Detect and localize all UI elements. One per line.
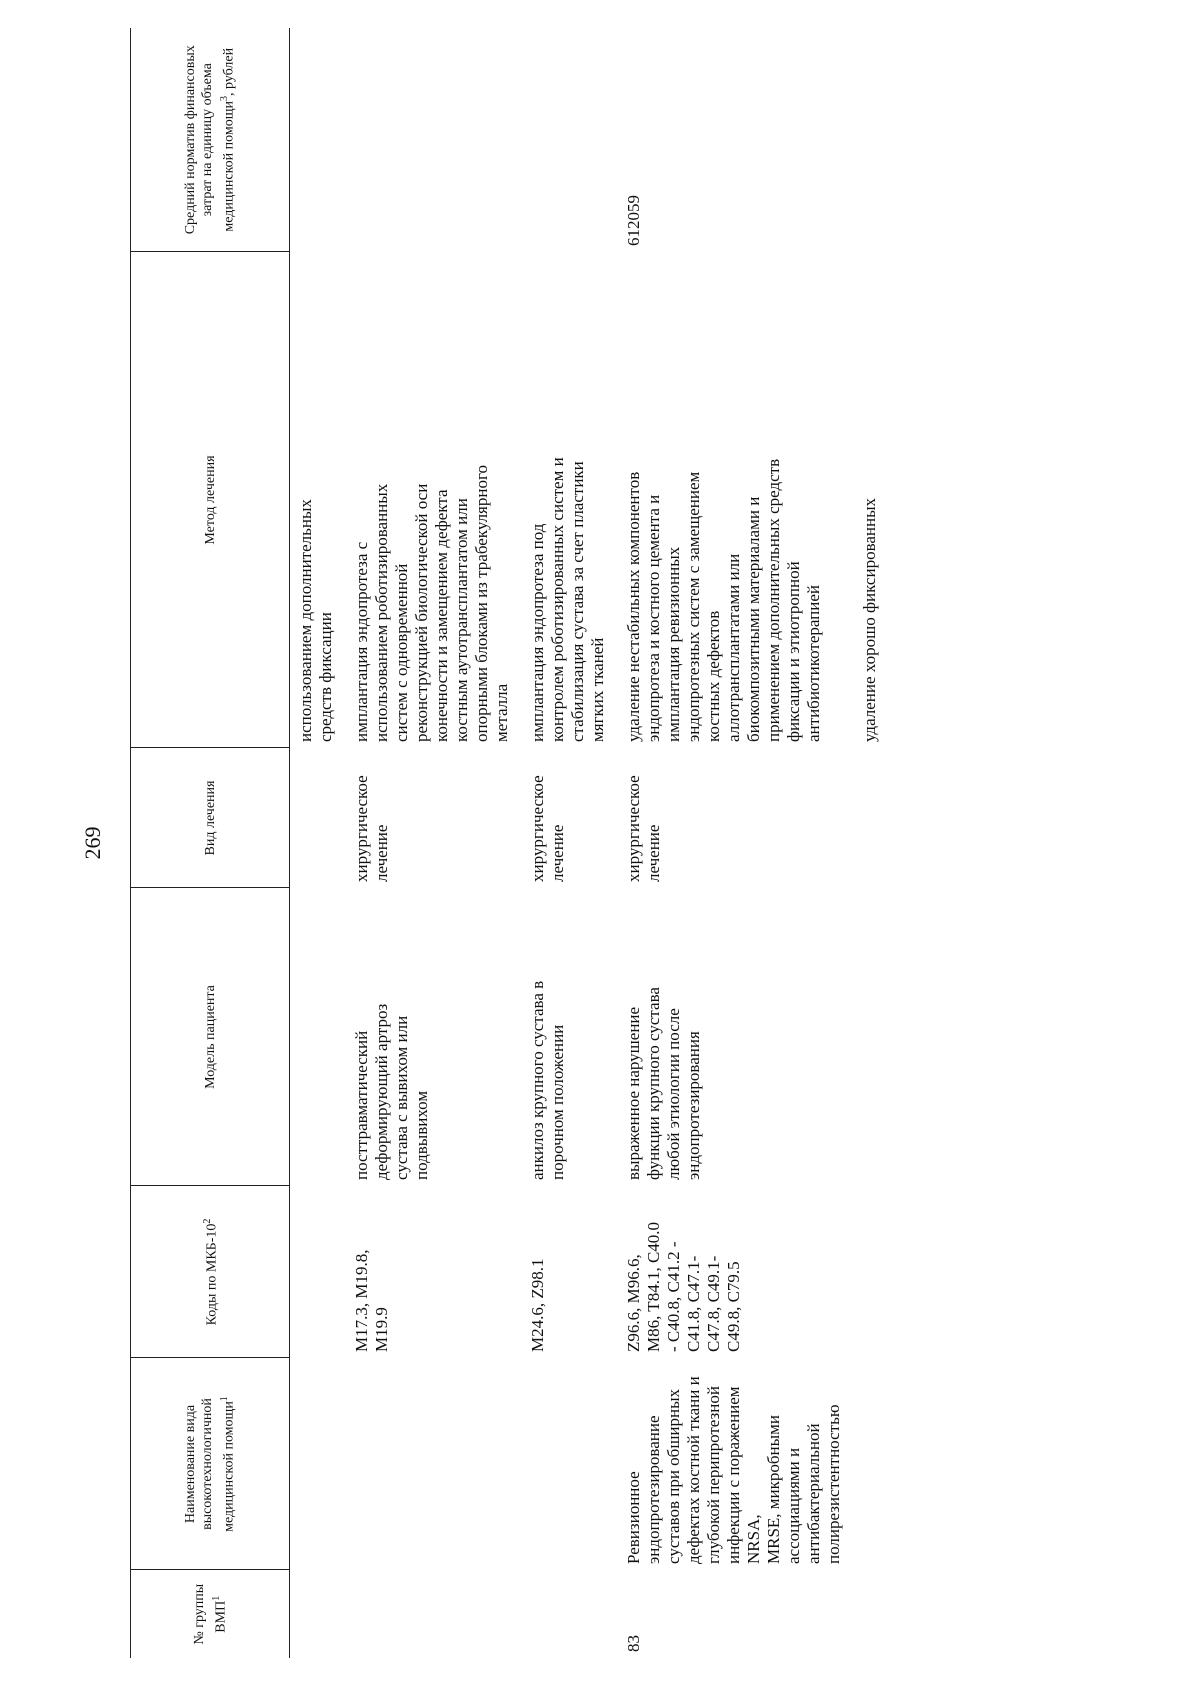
header-method: Метод лечения: [131, 252, 290, 748]
table-row: [854, 28, 890, 1658]
cell-model: выраженное нарушение функции крупного сустава любой этиологии после эндопротезирования: [624, 987, 703, 1180]
cell-cost: [290, 28, 347, 252]
page-number: 269: [80, 826, 105, 860]
cell-name: Ревизионное эндопротезирование суставов при обширных дефектах костной ткани и глубокой перипротезной инфекции с поражением NRSA, MRSE, микробными ассоциациями и антибактериальной полирезистентностью: [624, 1376, 843, 1564]
cell-kind: хирургическое лечение: [528, 775, 567, 882]
cell-group: [290, 1570, 347, 1658]
cell-codes: [854, 1186, 890, 1358]
table-header-row: [131, 28, 290, 1658]
table-row: [618, 28, 854, 1658]
cell-cost: [854, 28, 890, 252]
table-row: [522, 28, 618, 1658]
cell-kind: хирургическое лечение: [352, 775, 391, 882]
cell-model: [854, 888, 890, 1186]
header-model: Модель пациента: [131, 888, 290, 1186]
cell-group: 83: [624, 1635, 643, 1652]
cell-group: [522, 1570, 618, 1658]
cell-method: имплантация эндопротеза под контролем роботизированных систем и стабилизация сустава за счет пластики мягких тканей: [528, 457, 607, 742]
cell-method: удаление хорошо фиксированных: [860, 497, 879, 742]
cell-kind: [290, 748, 347, 888]
cell-name: [290, 1358, 347, 1570]
cell-group: [346, 1570, 522, 1658]
header-kind: Вид лечения: [131, 748, 290, 888]
header-cost: Средний норматив финансовых затрат на единицу объема медицинской помощи$^3$, рублей: [131, 28, 290, 252]
cell-method: удаление нестабильных компонентов эндопротеза и костного цемента и имплантация ревизионных эндопротезных систем с замещением костных дефектов аллотрансплантатами или биокомпозитными материалами и применением дополнительных средств фиксации и этиотропной антибиотикотерапией: [624, 458, 823, 742]
header-codes: Коды по МКБ-$10^2$: [131, 1186, 290, 1358]
cell-model: посттравматический деформирующий артроз сустава с вывихом или подвывихом: [352, 1003, 431, 1180]
cell-codes: M17.3, M19.8, M19.9: [352, 1249, 391, 1352]
cell-kind: [854, 748, 890, 888]
cell-codes: [290, 1186, 347, 1358]
cell-group: [854, 1570, 890, 1658]
cell-name: [854, 1358, 890, 1570]
table-row: [346, 28, 522, 1658]
header-group: № группы ВМП$^1$: [131, 1570, 290, 1658]
cell-cost: [346, 28, 522, 252]
cell-codes: M24.6, Z98.1: [528, 1258, 547, 1352]
cell-cost: 612059: [624, 195, 643, 246]
cell-method: использованием дополнительных средств фиксации: [296, 499, 335, 742]
cell-name: [346, 1358, 522, 1570]
cell-method: имплантация эндопротеза с использованием роботизированных систем с одновременной реконструкцией биологической оси конечности и замещением дефекта костным аутотрансплантатом или опорными блоками из трабекулярного металла: [352, 464, 511, 742]
cell-model: анкилоз крупного сустава в порочном положении: [528, 980, 567, 1180]
cell-codes: Z96.6, M96.6, M86, T84.1, C40.0 - C40.8, C41.2 - C41.8, C47.1- C47.8, C49.1- C49.8, C79.5: [624, 1221, 743, 1352]
vmp-table: [130, 28, 890, 1658]
cell-cost: [522, 28, 618, 252]
table-row: [290, 28, 347, 1658]
cell-kind: хирургическое лечение: [624, 775, 663, 882]
cell-model: [290, 888, 347, 1186]
cell-name: [522, 1358, 618, 1570]
header-name: Наименование вида высокотехнологичной медицинской помощи$^1$: [131, 1358, 290, 1570]
